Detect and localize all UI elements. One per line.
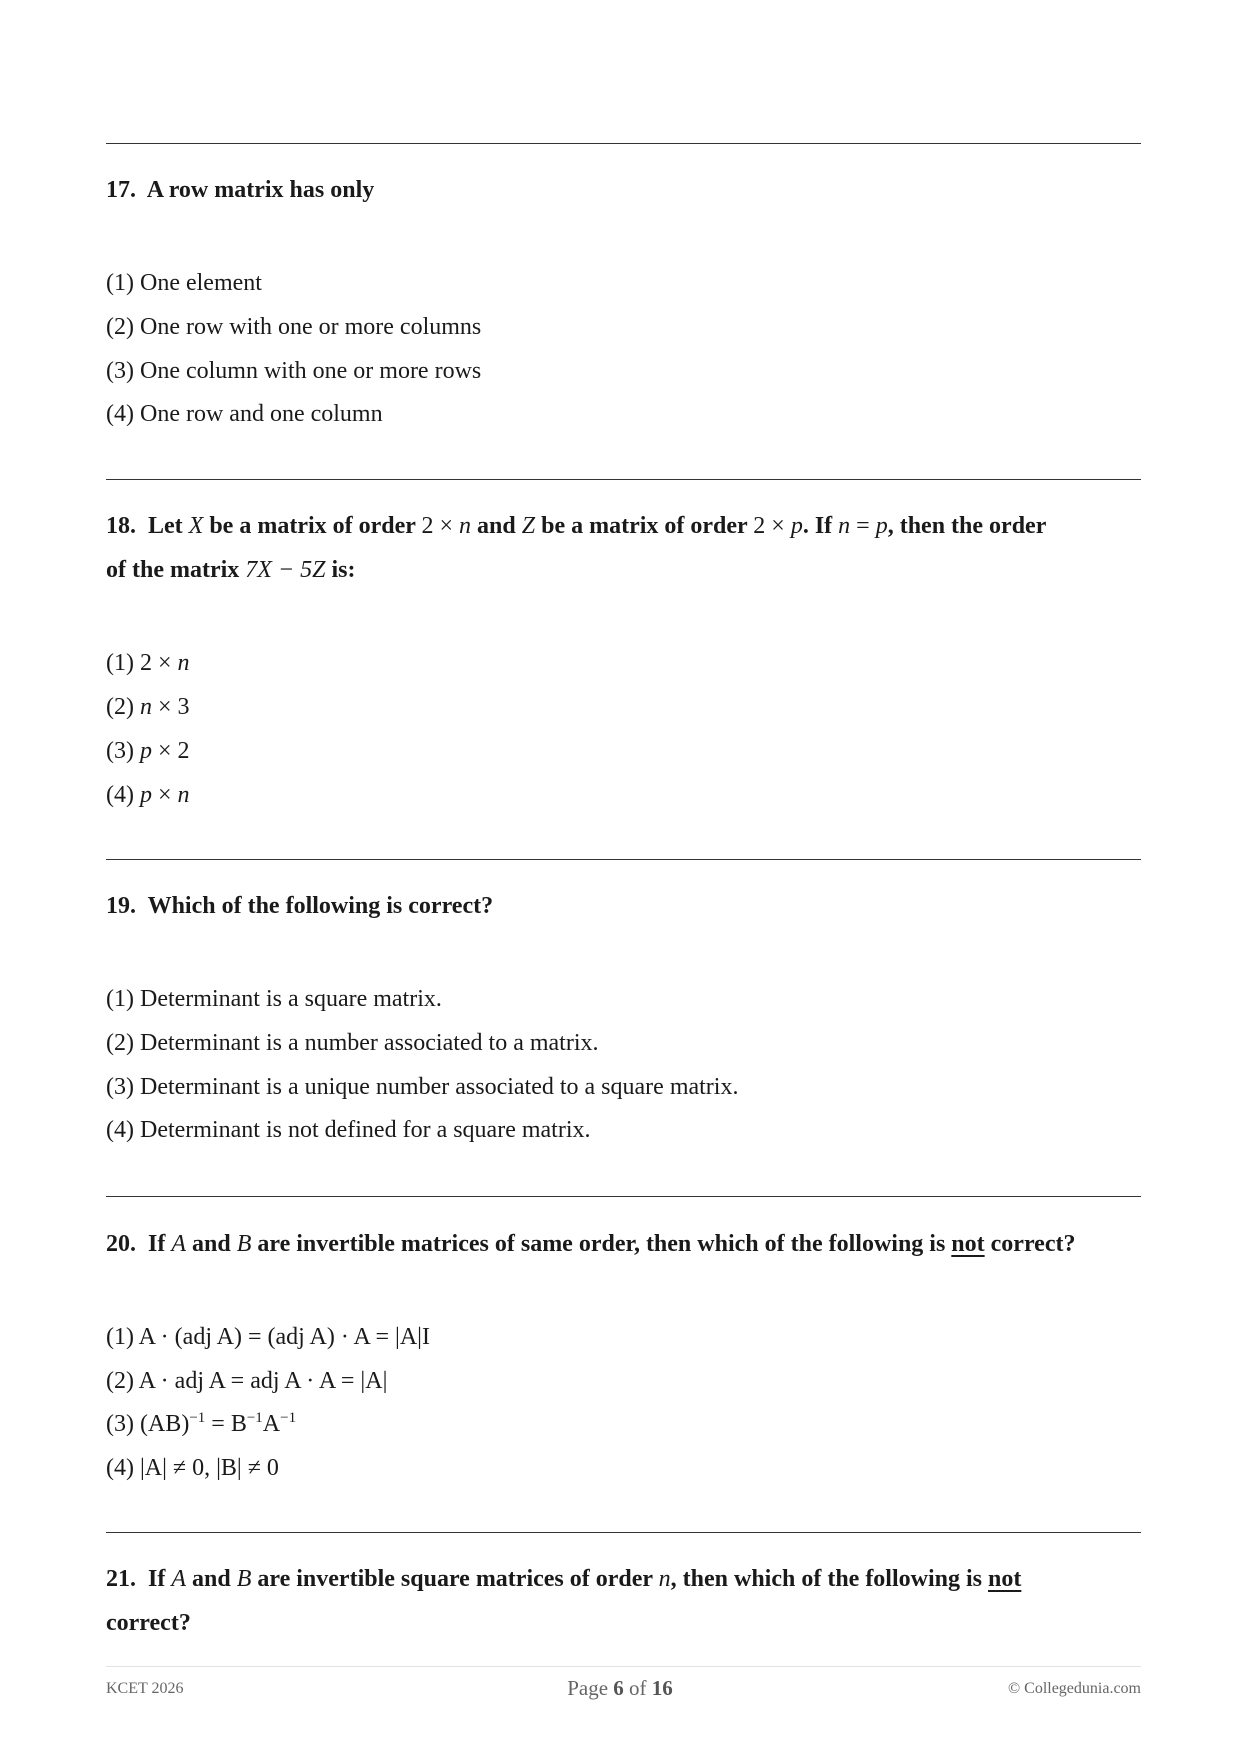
question-text: A row matrix has only xyxy=(146,177,375,203)
separator-rule xyxy=(106,1196,1141,1197)
question-17 xyxy=(106,168,1141,212)
option-19-4: (4) Determinant is not defined for a square matrix. xyxy=(106,1117,591,1143)
question-21: 21. If A and B are invertible square matrices of order n, then which of the following is not correct? xyxy=(106,1566,1022,1636)
option-19-3: (3) Determinant is a unique number associated to a square matrix. xyxy=(106,1074,739,1100)
separator-rule xyxy=(106,143,1141,144)
question-number: 21. xyxy=(106,1566,136,1592)
option-17-4: (4) One row and one column xyxy=(106,401,383,427)
footer-copyright: © Collegedunia.com xyxy=(1007,1680,1141,1697)
option-18-3: (3) p × 2 xyxy=(106,738,190,764)
option-18-4: (4) p × n xyxy=(106,782,190,808)
option-19-1: (1) Determinant is a square matrix. xyxy=(106,986,442,1012)
question-text: Which of the following is correct? xyxy=(147,893,494,919)
question-number: 17. xyxy=(106,177,136,203)
option-20-1: (1) A · (adj A) = (adj A) · A = |A|I xyxy=(106,1324,430,1350)
footer-rule xyxy=(106,1666,1141,1667)
option-20-4: (4) |A| ≠ 0, |B| ≠ 0 xyxy=(106,1455,279,1481)
option-18-2: (2) n × 3 xyxy=(106,694,190,720)
option-20-2: (2) A · adj A = adj A · A = |A| xyxy=(106,1368,388,1394)
question-number: 19. xyxy=(106,893,136,919)
option-20-3: (3) $(AB)^{-1} = B^{-1}A^{-1}$ xyxy=(106,1410,297,1437)
option-17-1: (1) One element xyxy=(106,270,262,296)
question-19 xyxy=(106,884,1141,928)
question-20: 20. If A and B are invertible matrices of same order, then which of the following is not correct? xyxy=(106,1231,1076,1257)
question-18: 18. Let X be a matrix of order 2 × n and Z be a matrix of order 2 × p. If n = p, then the order of the matrix 7X − 5Z is: xyxy=(106,513,1047,583)
option-19-2: (2) Determinant is a number associated to a matrix. xyxy=(106,1030,599,1056)
separator-rule xyxy=(106,1532,1141,1533)
question-number: 18. xyxy=(106,513,136,539)
separator-rule xyxy=(106,859,1141,860)
question-number: 20. xyxy=(106,1231,136,1257)
footer-page-number: Page 6 of 16 xyxy=(567,1676,673,1700)
footer-exam-name: KCET 2026 xyxy=(106,1680,184,1697)
option-18-1: (1) 2 × n xyxy=(106,650,190,676)
option-17-2: (2) One row with one or more columns xyxy=(106,314,482,340)
option-17-3: (3) One column with one or more rows xyxy=(106,358,482,384)
separator-rule xyxy=(106,479,1141,480)
